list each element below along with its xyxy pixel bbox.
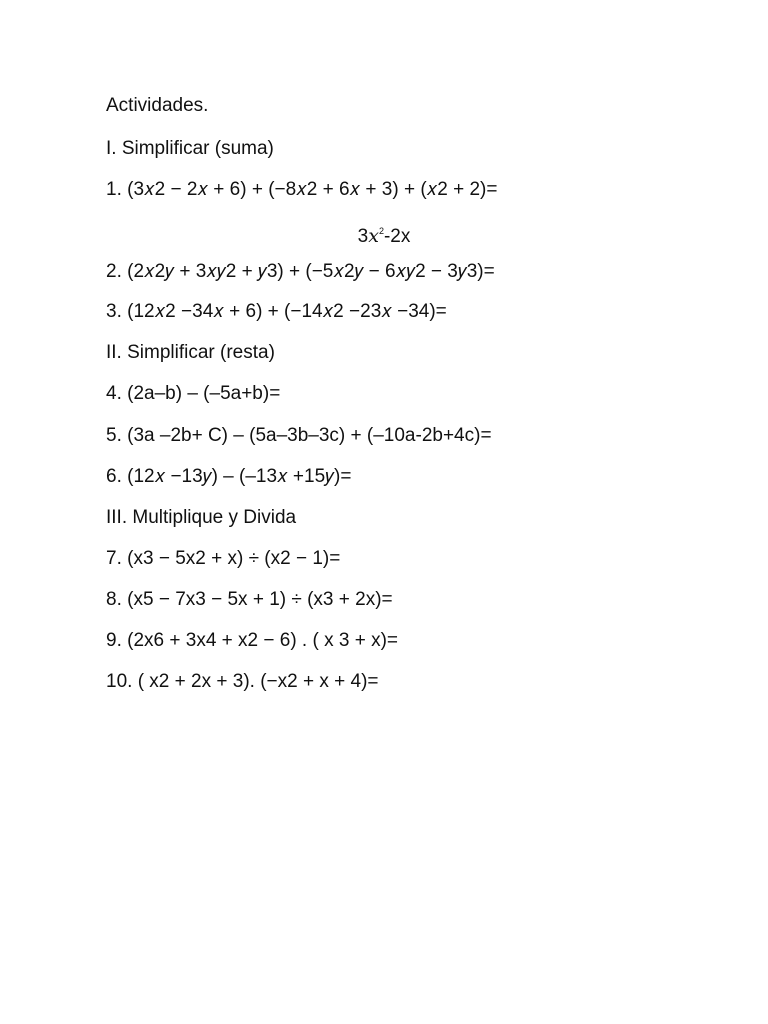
exercise-2-expression: (2𝑥2𝑦 + 3𝑥𝑦2 + 𝑦3) + (−5𝑥2𝑦 − 6𝑥𝑦2 − 3𝑦3)= — [127, 261, 495, 282]
exercise-3-expression: (12𝑥2 −34𝑥 + 6) + (−14𝑥2 −23𝑥 −34)= — [127, 301, 447, 322]
exercise-7-number: 7. — [106, 548, 122, 569]
exercise-5 — [106, 424, 492, 448]
exercise-6-expression: (12𝑥 −13𝑦) – (–13𝑥 +15𝑦)= — [127, 466, 352, 487]
exercise-7 — [106, 547, 340, 571]
exercise-7-expression: (x3 − 5x2 + x) ÷ (x2 − 1)= — [127, 548, 341, 569]
exercise-10 — [106, 670, 379, 694]
answer-exponent: 2 — [378, 226, 384, 236]
exercise-9-expression: (2x6 + 3x4 + x2 − 6) . ( x 3 + x)= — [127, 630, 399, 651]
exercise-6-number: 6. — [106, 466, 122, 487]
exercise-3-number: 3. — [106, 301, 122, 322]
document-heading: Actividades. — [106, 95, 209, 116]
exercise-9 — [106, 629, 398, 653]
exercise-2-number: 2. — [106, 261, 122, 282]
exercise-4-number: 4. — [106, 383, 122, 404]
exercise-5-number: 5. — [106, 425, 122, 446]
exercise-8-expression: (x5 − 7x3 − 5x + 1) ÷ (x3 + 2x)= — [127, 589, 393, 610]
section-heading-subtraction: II. Simplificar (resta) — [106, 342, 275, 363]
answer-rest: -2x — [383, 226, 411, 247]
exercise-1-answer — [0, 219, 768, 249]
exercise-6 — [106, 465, 351, 489]
section-heading-multiply-divide: III. Multiplique y Divida — [106, 507, 297, 528]
exercise-8-number: 8. — [106, 589, 122, 610]
exercise-1-expression: (3𝑥2 − 2𝑥 + 6) + (−8𝑥2 + 6𝑥 + 3) + (𝑥2 + 2)= — [127, 179, 498, 200]
exercise-10-number: 10. — [106, 671, 133, 692]
exercise-4-expression: (2a–b) – (–5a+b)= — [127, 383, 281, 404]
exercise-4 — [106, 382, 280, 406]
section-heading-sum: I. Simplificar (suma) — [106, 138, 274, 159]
exercise-1 — [106, 178, 497, 202]
exercise-1-number: 1. — [106, 179, 122, 200]
exercise-3 — [106, 300, 447, 324]
exercise-2 — [106, 260, 495, 284]
exercise-9-number: 9. — [106, 630, 122, 651]
exercise-5-expression: (3a –2b+ C) – (5a–3b–3c) + (–10a-2b+4c)= — [127, 425, 492, 446]
exercise-10-expression: ( x2 + 2x + 3). (−x2 + x + 4)= — [137, 671, 379, 692]
exercise-8 — [106, 588, 393, 612]
answer-coefficient: 3 — [357, 226, 369, 247]
answer-variable: x — [368, 225, 379, 247]
